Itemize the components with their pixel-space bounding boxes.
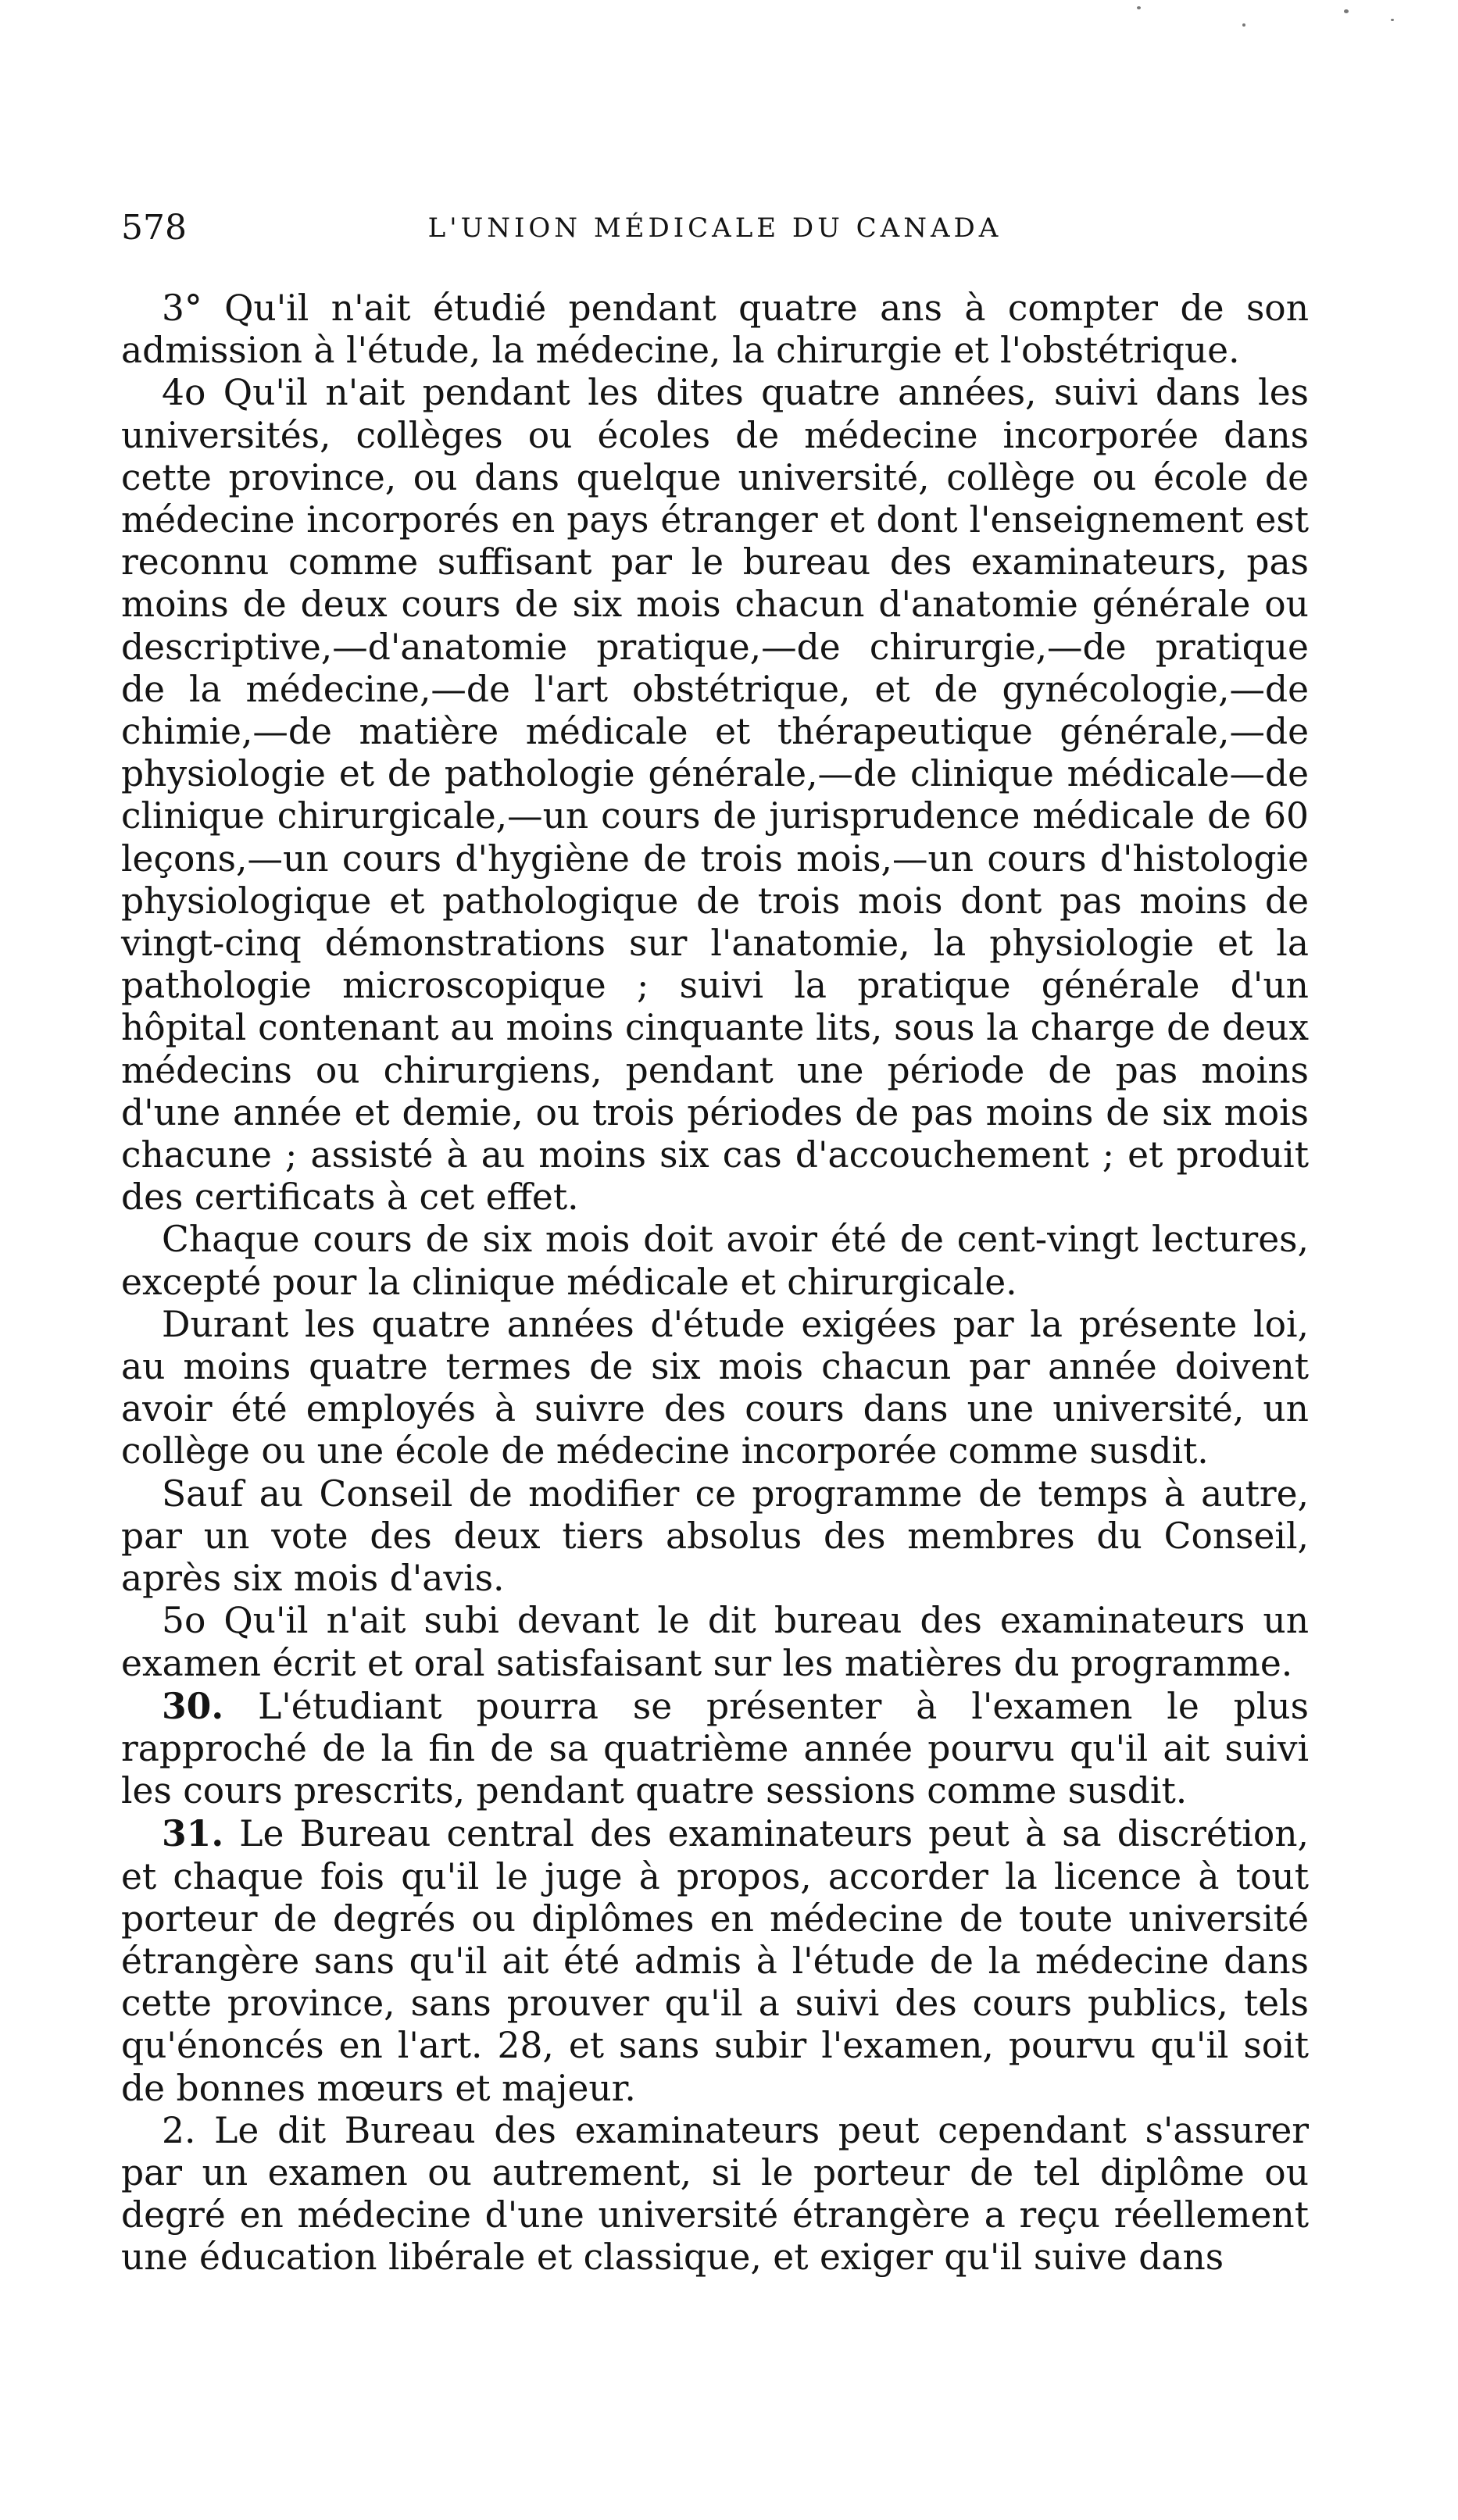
paragraph bbox=[121, 1600, 1309, 1684]
paragraph bbox=[121, 2110, 1309, 2279]
paragraph bbox=[121, 287, 1309, 372]
paragraph-text: 3° Qu'il n'ait étudié pendant quatre ans à compter de son admission à l'étude, la médecine, la chirurgie et l'obstétrique. bbox=[121, 287, 1309, 372]
paragraph bbox=[121, 1304, 1309, 1473]
paragraph-text: 4o Qu'il n'ait pendant les dites quatre années, suivi dans les universités, collèges ou écoles de médecine incorporée dans cette province, ou dans quelque université, collège ou école de médecine incorporés en pays étranger et dont l'enseignement est reconnu comme suffisant par le bureau des examinateurs, pas moins de deux cours de six mois chacun d'anatomie générale ou descriptive,—d'anatomie pratique,—de chirurgie,—de pratique de la médecine,—de l'art obstétrique, et de gynécologie,—de chimie,—de matière médicale et thérapeutique générale,—de physiologie et de pathologie générale,—de clinique médicale—de clinique chirurgicale,—un cours de jurisprudence médicale de 60 leçons,—un cours d'hygiène de trois mois,—un cours d'histologie physiologique et pathologique de trois mois dont pas moins de vingt-cinq démonstrations sur l'anatomie, la physiologie et la pathologie microscopique ; suivi la pratique générale d'un hôpital contenant au moins cinquante lits, sous la charge de deux médecins ou chirurgiens, pendant une période de pas moins d'une année et demie, ou trois périodes de pas moins de six mois chacune ; assisté à au moins six cas d'accouchement ; et produit des certificats à cet effet. bbox=[121, 372, 1309, 1219]
article-number: 30. bbox=[162, 1684, 224, 1727]
paragraph-text: Le Bureau central des examinateurs peut à sa discrétion, et chaque fois qu'il le juge à propos, accorder la licence à tout porteur de degrés ou diplômes en médecine de toute université étrangère sans qu'il ait été admis à l'étude de la médecine dans cette province, sans prouver qu'il a suivi des cours publics, tels qu'énoncés en l'art. 28, et sans subir l'examen, pourvu qu'il soit de bonnes mœurs et majeur. bbox=[121, 1813, 1309, 2109]
article-paragraph bbox=[121, 1812, 1309, 2109]
scan-speck bbox=[1391, 19, 1394, 21]
paragraph-text: 5o Qu'il n'ait subi devant le dit bureau des examinateurs un examen écrit et oral satisfaisant sur les matières du programme. bbox=[121, 1600, 1309, 1684]
page-header bbox=[121, 205, 1309, 252]
paragraph bbox=[121, 1219, 1309, 1303]
paragraph-text: L'étudiant pourra se présenter à l'examen le plus rapproché de la fin de sa quatrième année pourvu qu'il ait suivi les cours prescrits, pendant quatre sessions comme susdit. bbox=[121, 1685, 1309, 1812]
paragraph bbox=[121, 1473, 1309, 1601]
body-text bbox=[121, 287, 1309, 2279]
scan-speck bbox=[1344, 9, 1349, 13]
article-paragraph bbox=[121, 1685, 1309, 1813]
paragraph-text: Sauf au Conseil de modifier ce programme de temps à autre, par un vote des deux tiers absolus des membres du Conseil, après six mois d'avis. bbox=[121, 1472, 1309, 1600]
scan-speck bbox=[1242, 23, 1245, 27]
paragraph-text: 2. Le dit Bureau des examinateurs peut cependant s'assurer par un examen ou autrement, si le porteur de tel diplôme ou degré en médecine d'une université étrangère a reçu réellement une éducation libérale et classique, et exiger qu'il suive dans bbox=[121, 2109, 1309, 2279]
paragraph-text: Durant les quatre années d'étude exigées par la présente loi, au moins quatre termes de six mois chacun par année doivent avoir été employés à suivre des cours dans une université, un collège ou une école de médecine incorporée comme susdit. bbox=[121, 1303, 1309, 1472]
paragraph bbox=[121, 372, 1309, 1219]
paragraph-text: Chaque cours de six mois doit avoir été de cent-vingt lectures, excepté pour la clinique médicale et chirurgicale. bbox=[121, 1219, 1309, 1303]
scan-speck bbox=[1137, 6, 1141, 9]
page-number: 578 bbox=[121, 208, 187, 248]
article-number: 31. bbox=[162, 1812, 224, 1855]
running-title: L'UNION MÉDICALE DU CANADA bbox=[427, 212, 1002, 244]
